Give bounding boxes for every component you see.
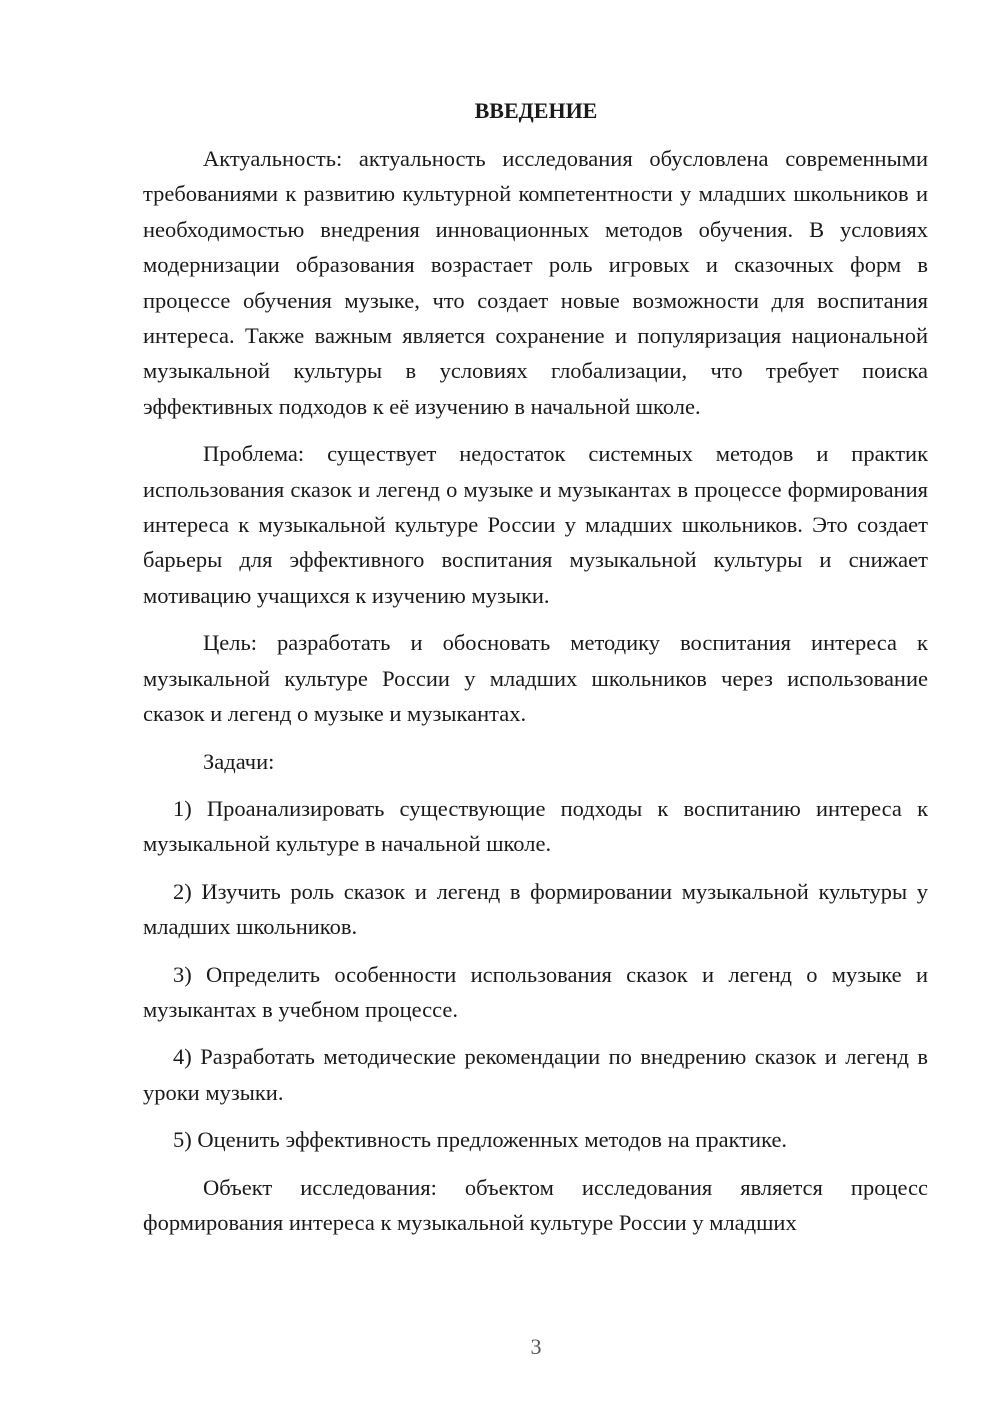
task-item: 2) Изучить роль сказок и легенд в формировании музыкальной культуры у младших школьников. xyxy=(143,878,928,940)
body-text xyxy=(143,141,928,1240)
object-paragraph: Объект исследования: объектом исследования является процесс формирования интереса к музыкальной культуре России у младших xyxy=(143,1174,928,1235)
section-heading: ВВЕДЕНИЕ xyxy=(474,98,598,123)
tasks-label: Задачи: xyxy=(203,748,275,774)
relevance-paragraph: Актуальность: актуальность исследования обусловлена современными требованиями к развитию культурной компетентности у младших школьников и необходимостью внедрения инновационных методов обучения. В условиях модернизации образования возрастает роль игровых и сказочных форм в процессе обучения музыке, что создает новые возможности для воспитания интереса. Также важным является сохранение и популяризация национальной музыкальной культуры в условиях глобализации, что требует поиска эффективных подходов к её изучению в начальной школе. xyxy=(143,146,928,419)
tasks-list xyxy=(143,791,928,1158)
task-item: 3) Определить особенности использования сказок и легенд о музыке и музыкантах в учебном процессе. xyxy=(143,961,928,1022)
page-number: 3 xyxy=(530,1334,542,1359)
task-item: 4) Разработать методические рекомендации по внедрению сказок и легенд в уроки музыки. xyxy=(143,1044,928,1105)
problem-paragraph: Проблема: существует недостаток системных методов и практик использования сказок и легенд о музыке и музыкантах в процессе формирования интереса к музыкальной культуре России у младших школьников. Это создает барьеры для эффективного воспитания музыкальной культуры и снижает мотивацию учащихся к изучению музыки. xyxy=(143,441,928,608)
task-item: 5) Оценить эффективность предложенных методов на практике. xyxy=(173,1127,788,1153)
task-item: 1) Проанализировать существующие подходы к воспитанию интереса к музыкальной культуре в начальной школе. xyxy=(143,795,928,857)
goal-paragraph: Цель: разработать и обосновать методику воспитания интереса к музыкальной культуре России у младших школьников через использование сказок и легенд о музыке и музыкантах. xyxy=(143,630,928,727)
